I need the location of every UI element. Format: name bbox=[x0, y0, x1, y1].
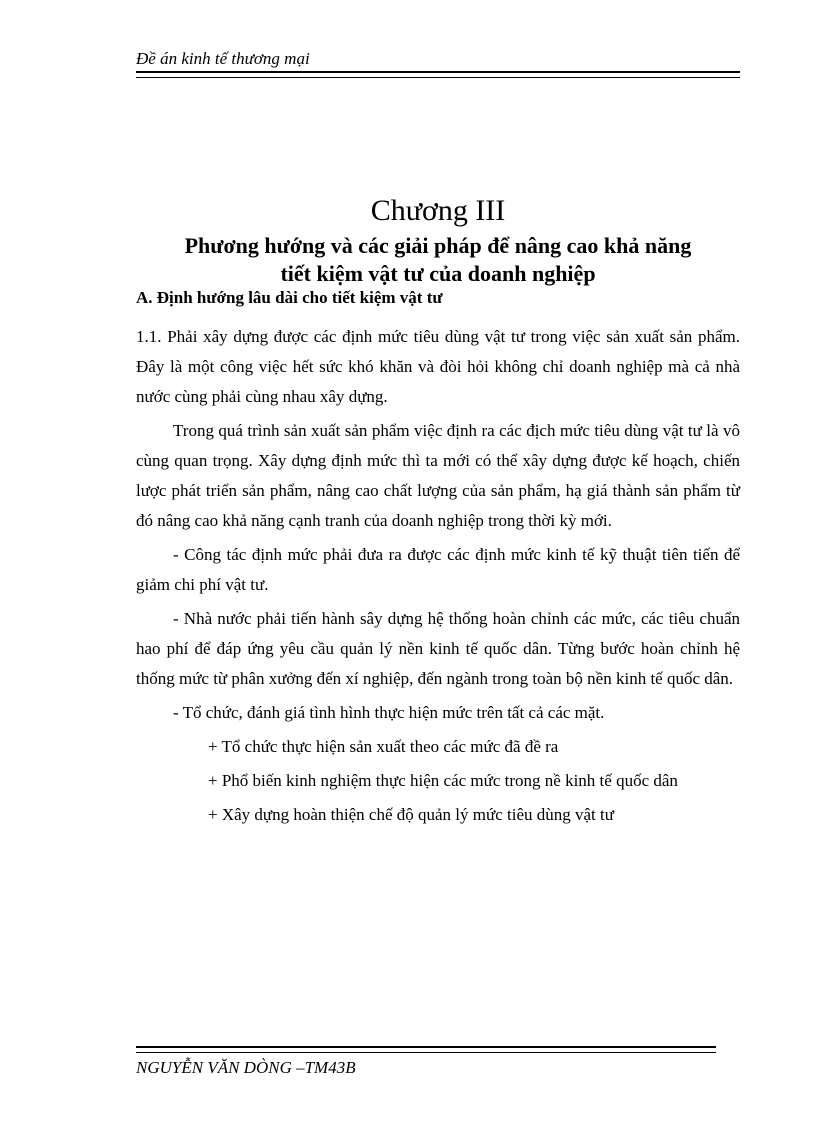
footer-rule bbox=[136, 1046, 716, 1053]
chapter-subtitle-line-2: tiết kiệm vật tư của doanh nghiệp bbox=[280, 261, 596, 286]
paragraph-importance: Trong quá trình sản xuất sản phẩm việc định ra các địch mức tiêu dùng vật tư là vô cùng quan trọng. Xây dựng định mức thì ta mới có thể xây dựng được kế hoạch, chiến lược phát triển sản phẩm, nâng cao chất lượng của sản phẩm, hạ giá thành sản phẩm từ đó nâng cao khả năng cạnh tranh của doanh nghiệp trong thời kỳ mới. bbox=[136, 421, 740, 530]
paragraph-organize: - Tổ chức, đánh giá tình hình thực hiện mức trên tất cả các mặt. bbox=[173, 703, 605, 722]
list-item-management: + Xây dựng hoàn thiện chế độ quản lý mức tiêu dùng vật tư bbox=[208, 805, 614, 824]
paragraph-norm-work: - Công tác định mức phải đưa ra được các định mức kinh tế kỹ thuật tiên tiến để giảm chi phí vật tư. bbox=[136, 545, 740, 594]
header-rule bbox=[136, 71, 740, 78]
page-footer-author: NGUYỄN VĂN DÒNG –TM43B bbox=[136, 1058, 356, 1077]
section-heading: A. Định hướng lâu dài cho tiết kiệm vật tư bbox=[136, 288, 443, 307]
chapter-title: Chương III bbox=[370, 194, 506, 227]
chapter-subtitle bbox=[136, 232, 740, 288]
page-header-title: Đề án kinh tế thương mại bbox=[136, 49, 310, 68]
list-item-spread-experience: + Phổ biến kinh nghiệm thực hiện các mức trong nề kinh tế quốc dân bbox=[208, 771, 678, 790]
body-text bbox=[136, 322, 740, 834]
chapter-subtitle-line-1: Phương hướng và các giải pháp để nâng cao khả năng bbox=[184, 233, 692, 258]
paragraph-1-1: 1.1. Phải xây dựng được các định mức tiêu dùng vật tư trong việc sản xuất sản phẩm. Đây là một công việc hết sức khó khăn và đòi hỏi không chỉ doanh nghiệp mà cả nhà nước cùng phải cùng nhau xây dựng. bbox=[136, 327, 740, 406]
list-item-implement: + Tổ chức thực hiện sản xuất theo các mức đã đề ra bbox=[208, 737, 559, 756]
paragraph-state-system: - Nhà nước phải tiến hành sây dựng hệ thống hoàn chỉnh các mức, các tiêu chuẩn hao phí để đáp ứng yêu cầu quản lý nền kinh tế quốc dân. Từng bước hoàn chỉnh hệ thống mức từ phân xưởng đến xí nghiệp, đến ngành trong toàn bộ nền kinh tế quốc dân. bbox=[136, 609, 740, 688]
